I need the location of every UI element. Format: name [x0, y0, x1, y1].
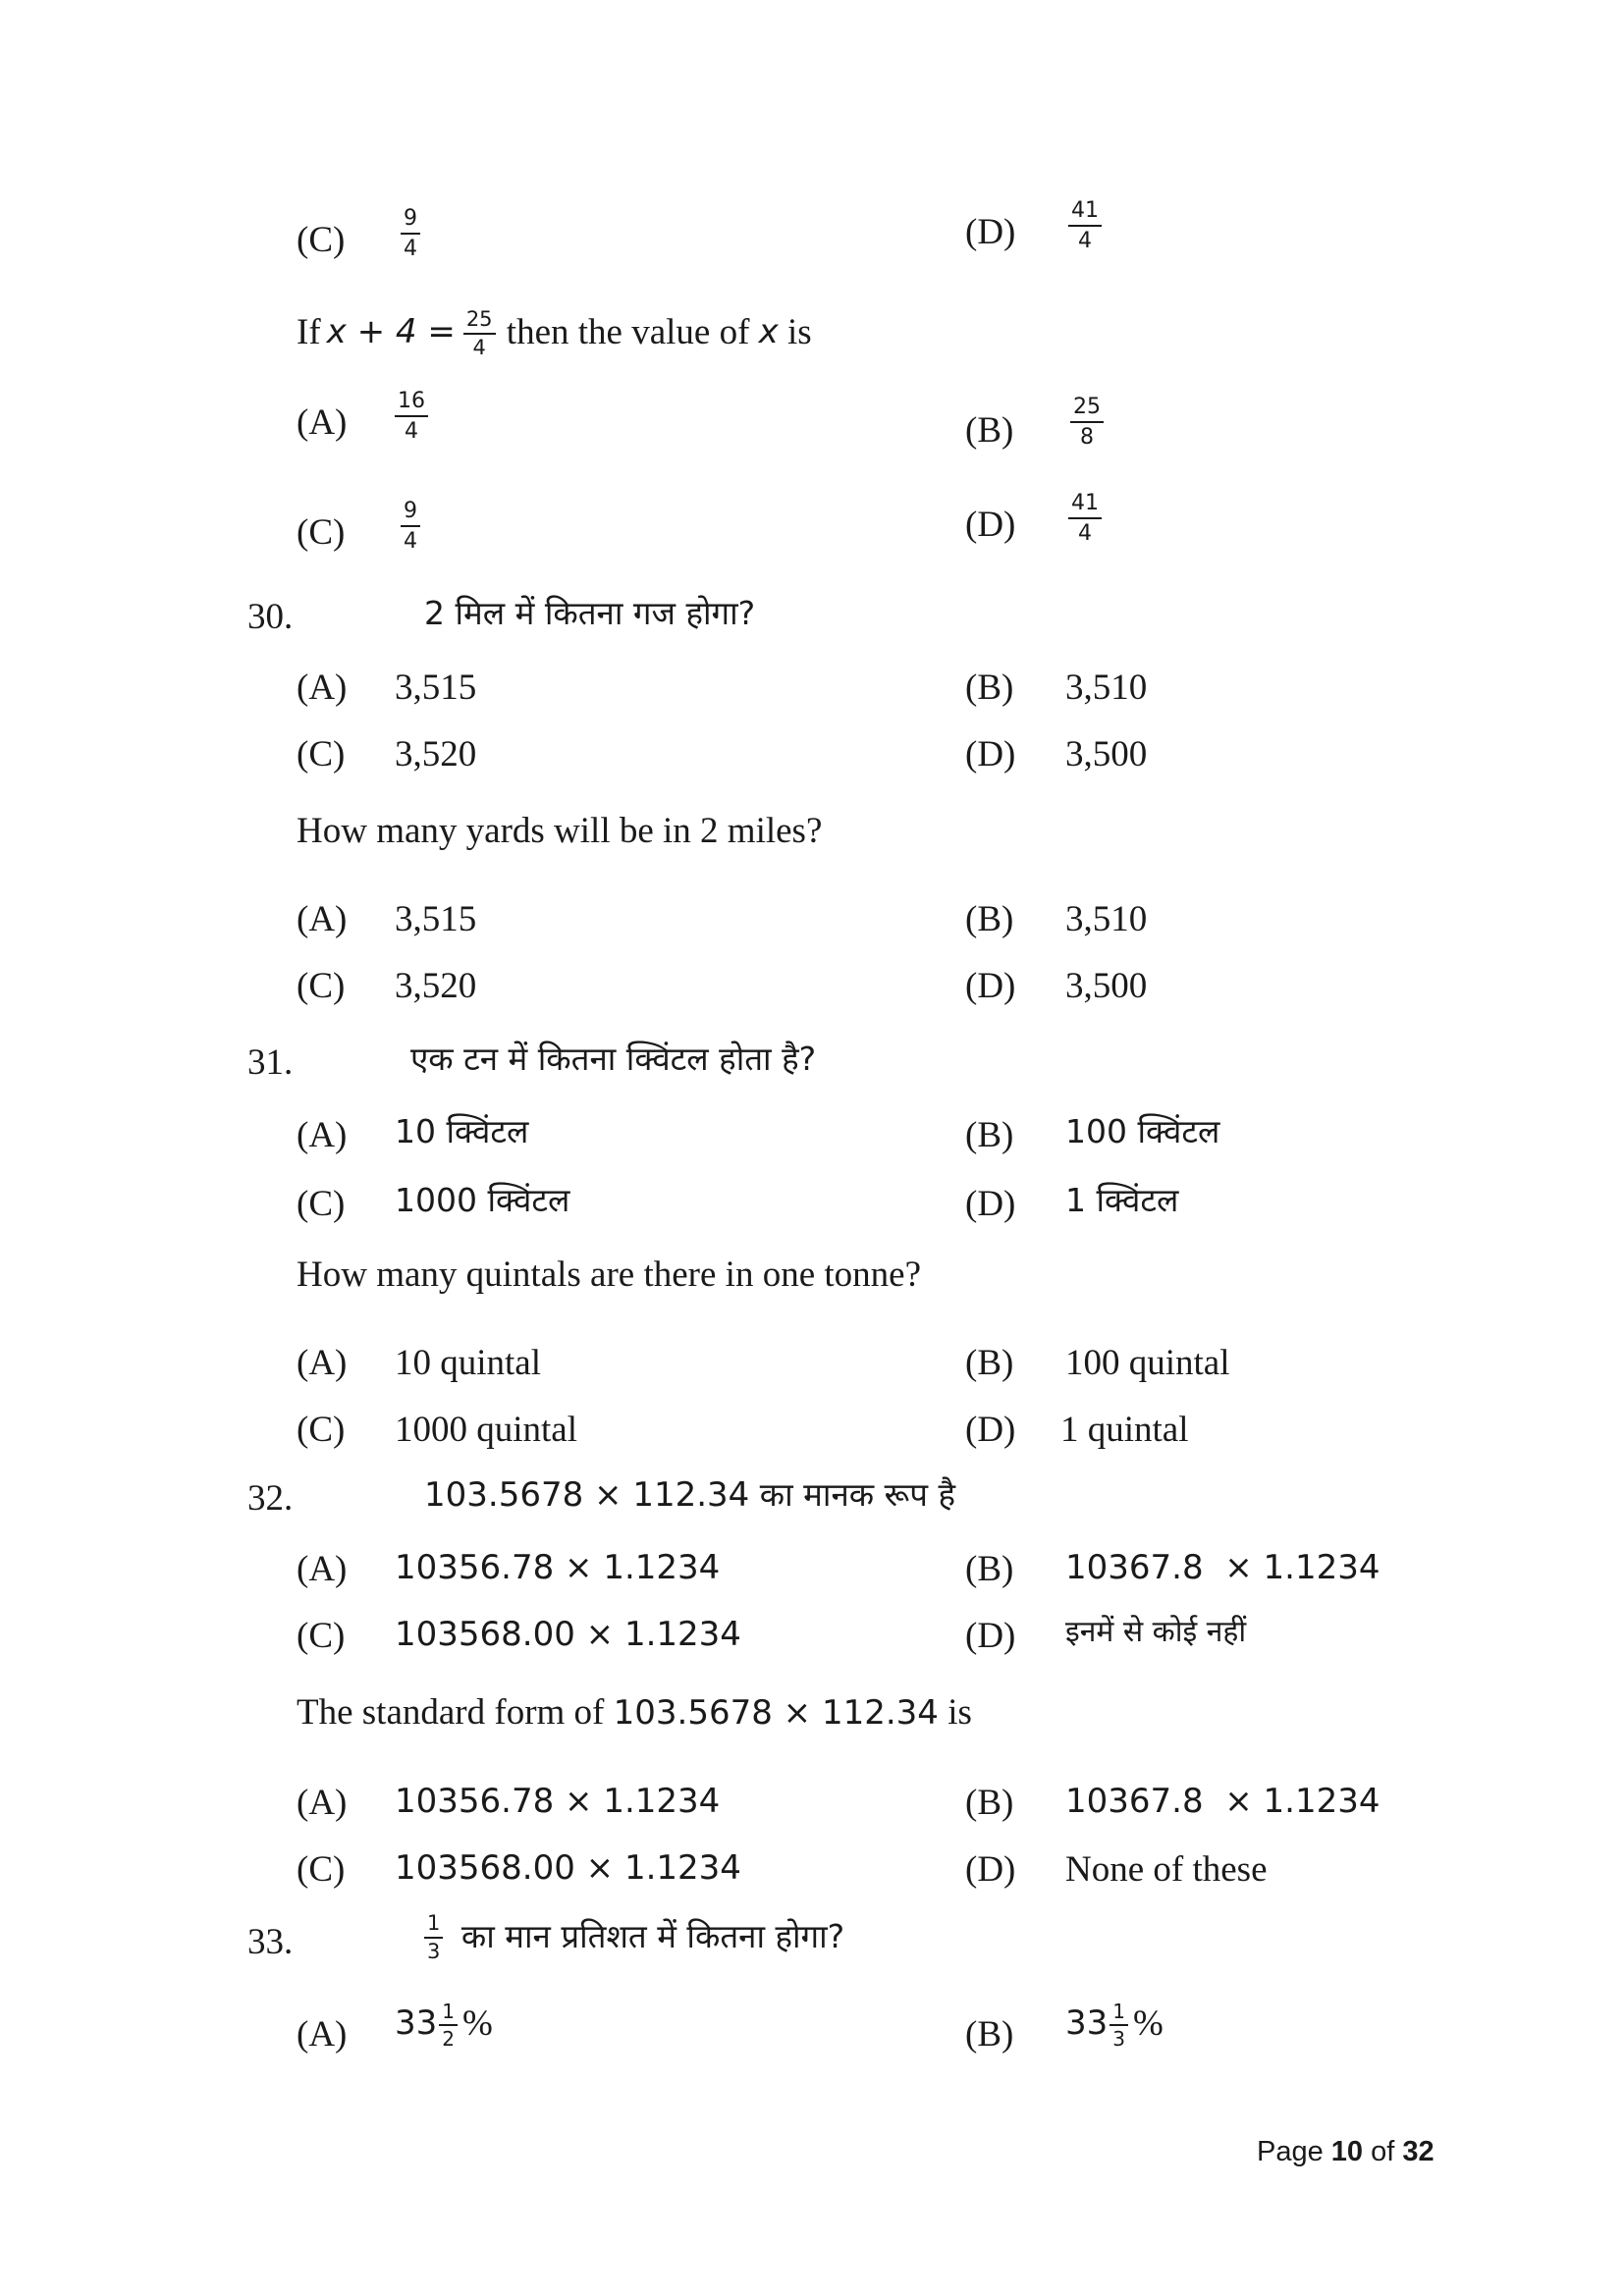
mixed-fraction	[1110, 2001, 1128, 2050]
question-expression: 103.5678 × 112.34	[613, 1693, 939, 1733]
option-label-d: (D)	[965, 505, 1016, 545]
fraction-option-b	[1070, 395, 1104, 451]
option-label-d: (D)	[965, 212, 1016, 252]
fraction-numerator: 41	[1068, 491, 1102, 519]
of-word: of	[1363, 2136, 1403, 2167]
question-fraction	[424, 1912, 443, 1963]
option-label-a: (A)	[297, 2014, 348, 2055]
option-text-d: 1 क्विंटल	[1065, 1181, 1179, 1219]
fraction-denominator: 4	[405, 419, 418, 445]
fraction-denominator: 2	[442, 2027, 455, 2051]
option-label-b: (B)	[965, 1549, 1014, 1589]
option-label-a: (A)	[297, 1343, 348, 1383]
question-number: 33.	[247, 1922, 294, 1962]
fraction-numerator: 16	[395, 389, 428, 417]
option-label-c: (C)	[297, 1616, 346, 1656]
fraction-numerator: 1	[424, 1912, 443, 1939]
option-text-b: 10367.8 × 1.1234	[1065, 1782, 1380, 1821]
question-fraction	[463, 308, 496, 359]
option-label-a: (A)	[297, 402, 348, 443]
option-text-c: 1000 क्विंटल	[395, 1181, 570, 1219]
option-label-c: (C)	[297, 966, 346, 1006]
page-total: 32	[1402, 2136, 1435, 2167]
mixed-whole: 33	[1065, 2003, 1109, 2043]
option-label-c: (C)	[297, 512, 346, 553]
question-33-hindi	[422, 1910, 845, 1964]
question-expression: x + 4 =	[326, 312, 456, 352]
option-label-d: (D)	[965, 1616, 1016, 1656]
question-30-english: How many yards will be in 2 miles?	[297, 811, 823, 851]
mixed-fraction	[439, 2001, 458, 2050]
question-expression: 103.5678 × 112.34	[424, 1475, 750, 1515]
option-label-a: (A)	[297, 667, 348, 708]
option-label-c: (C)	[297, 1184, 346, 1224]
fraction-denominator: 4	[1078, 521, 1092, 547]
question-prefix: The standard form of	[297, 1692, 614, 1733]
fraction-option-a	[395, 389, 428, 445]
option-text-a: 3,515	[395, 667, 477, 708]
question-variable: x	[758, 312, 779, 352]
percent-sign: %	[1133, 2002, 1164, 2044]
option-label-b: (B)	[965, 667, 1014, 708]
option-text-a: 10356.78 × 1.1234	[395, 1782, 721, 1821]
option-text-d: 3,500	[1065, 734, 1148, 774]
option-label-b: (B)	[965, 1115, 1014, 1155]
question-suffix: is	[778, 311, 812, 352]
page-number	[1257, 2136, 1435, 2168]
option-text-d: इनमें से कोई नहीं	[1065, 1615, 1247, 1649]
question-suffix: is	[938, 1692, 972, 1733]
option-text-a: 10 quintal	[395, 1343, 542, 1383]
option-label-b: (B)	[965, 2014, 1014, 2055]
option-text-b: 3,510	[1065, 899, 1148, 939]
question-31-english: How many quintals are there in one tonne?	[297, 1255, 921, 1295]
mixed-whole: 33	[395, 2003, 438, 2043]
fraction-denominator: 4	[404, 237, 417, 262]
fraction-option-d	[1068, 198, 1102, 254]
page-current: 10	[1330, 2136, 1364, 2167]
option-label-c: (C)	[297, 734, 346, 774]
fraction-denominator: 8	[1080, 425, 1094, 451]
fraction-numerator: 9	[401, 206, 420, 235]
question-number: 30.	[247, 597, 294, 637]
option-label-d: (D)	[965, 1410, 1016, 1450]
option-text-c: 3,520	[395, 966, 477, 1006]
question-32-hindi	[424, 1475, 956, 1515]
option-text-d: 1 quintal	[1060, 1410, 1189, 1450]
fraction-numerator: 9	[401, 499, 420, 527]
option-text-a: 10 क्विंटल	[395, 1112, 529, 1150]
fraction-denominator: 3	[1112, 2027, 1125, 2051]
option-label-a: (A)	[297, 1783, 348, 1823]
option-text-b: 10367.8 × 1.1234	[1065, 1548, 1380, 1587]
fraction-numerator: 41	[1068, 198, 1102, 227]
fraction-denominator: 3	[427, 1940, 441, 1964]
question-30-hindi: 2 मिल में कितना गज होगा?	[424, 594, 756, 632]
option-label-c: (C)	[297, 220, 346, 260]
option-text-c: 3,520	[395, 734, 477, 774]
question-number: 32.	[247, 1478, 294, 1519]
option-text-a: 3,515	[395, 899, 477, 939]
option-label-c: (C)	[297, 1849, 346, 1890]
option-text-c: 1000 quintal	[395, 1410, 578, 1450]
option-text-d: None of these	[1065, 1849, 1268, 1890]
question-prefix: If	[297, 311, 321, 352]
question-31-hindi: एक टन में कितना क्विंटल होता है?	[410, 1040, 817, 1078]
option-text-d: 3,500	[1065, 966, 1148, 1006]
fraction-numerator: 1	[1110, 2001, 1128, 2026]
question-text: का मान प्रतिशत में कितना होगा?	[451, 1916, 845, 1955]
option-label-b: (B)	[965, 899, 1014, 939]
option-text-c: 103568.00 × 1.1234	[395, 1615, 741, 1654]
option-text-b: 3,510	[1065, 667, 1148, 708]
option-label-b: (B)	[965, 410, 1014, 451]
question-text: का मानक रूप है	[749, 1475, 956, 1514]
page-word: Page	[1257, 2136, 1331, 2167]
option-text-c: 103568.00 × 1.1234	[395, 1848, 741, 1888]
option-label-b: (B)	[965, 1343, 1014, 1383]
question-32-english	[297, 1694, 972, 1731]
option-text-b: 100 क्विंटल	[1065, 1112, 1220, 1150]
option-label-a: (A)	[297, 899, 348, 939]
option-label-d: (D)	[965, 1184, 1016, 1224]
option-label-a: (A)	[297, 1115, 348, 1155]
fraction-numerator: 1	[439, 2001, 458, 2026]
fraction-denominator: 4	[472, 336, 486, 360]
question-number: 31.	[247, 1042, 294, 1083]
option-label-d: (D)	[965, 966, 1016, 1006]
fraction-numerator: 25	[1070, 395, 1104, 423]
option-text-a: 10356.78 × 1.1234	[395, 1548, 721, 1587]
fraction-option-c	[401, 499, 420, 555]
fraction-denominator: 4	[404, 529, 417, 555]
fraction-denominator: 4	[1078, 229, 1092, 254]
question-middle: then the value of	[497, 311, 759, 352]
option-label-b: (B)	[965, 1783, 1014, 1823]
fraction-option-d	[1068, 491, 1102, 547]
option-label-d: (D)	[965, 734, 1016, 774]
option-text-b	[1065, 1999, 1164, 2051]
fraction-numerator: 25	[463, 308, 496, 335]
question-29-english	[297, 306, 812, 360]
option-label-c: (C)	[297, 1410, 346, 1450]
percent-sign: %	[462, 2002, 493, 2044]
fraction-option-c	[401, 206, 420, 262]
option-text-a	[395, 1999, 493, 2051]
option-label-d: (D)	[965, 1849, 1016, 1890]
option-text-b: 100 quintal	[1065, 1343, 1230, 1383]
option-label-a: (A)	[297, 1549, 348, 1589]
